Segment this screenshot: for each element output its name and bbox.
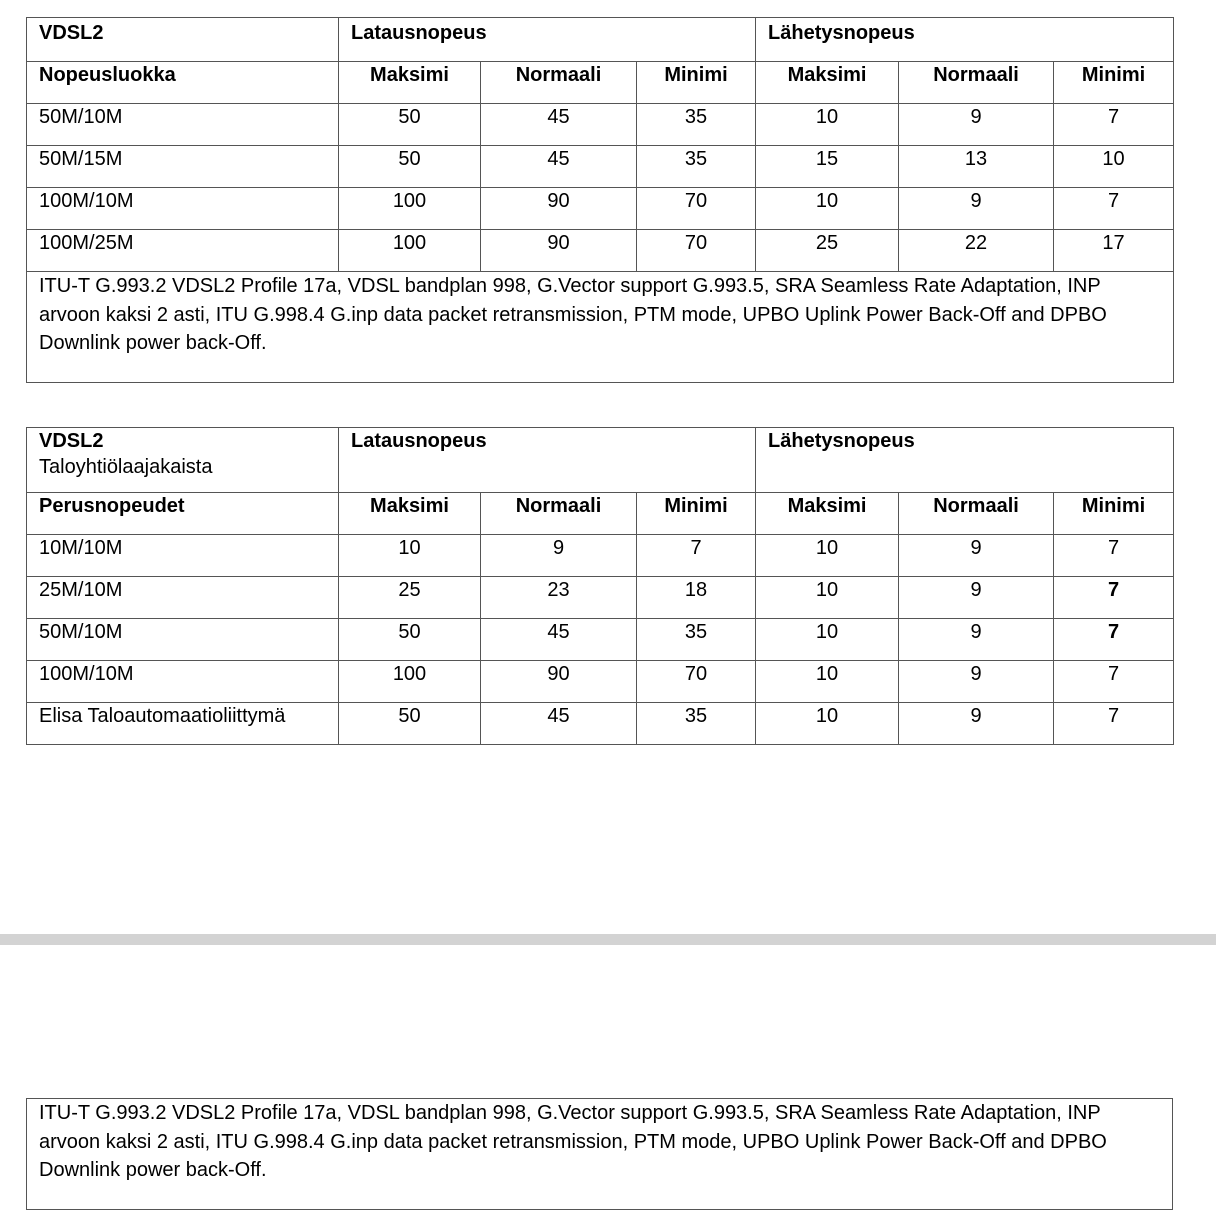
cell-value: 35	[637, 146, 756, 188]
column-header: Normaali	[899, 493, 1054, 535]
cell-value: 25	[756, 230, 899, 272]
row-label: Elisa Taloautomaatioliittymä	[27, 703, 339, 745]
column-header: Maksimi	[339, 62, 481, 104]
table-title: VDSL2	[27, 18, 339, 62]
cell-value: 25	[339, 577, 481, 619]
vdsl2-housing-company-table	[26, 427, 1174, 745]
table-row	[27, 535, 1174, 577]
cell-value: 9	[899, 535, 1054, 577]
cell-value: 45	[481, 104, 637, 146]
column-header: Maksimi	[756, 62, 899, 104]
cell-value: 7	[1054, 619, 1174, 661]
column-header: Normaali	[481, 62, 637, 104]
cell-value: 90	[481, 230, 637, 272]
cell-value: 90	[481, 188, 637, 230]
cell-value: 45	[481, 703, 637, 745]
table-row	[27, 577, 1174, 619]
column-header: Normaali	[899, 62, 1054, 104]
upload-group-header: Lähetysnopeus	[756, 18, 1174, 62]
cell-value: 7	[637, 535, 756, 577]
cell-value: 10	[756, 661, 899, 703]
table-title: VDSL2	[39, 430, 104, 452]
cell-value: 70	[637, 230, 756, 272]
table-group-header-row	[27, 428, 1174, 493]
cell-value: 17	[1054, 230, 1174, 272]
cell-value: 100	[339, 188, 481, 230]
table-note-row	[27, 272, 1174, 383]
cell-value: 22	[899, 230, 1054, 272]
column-header: Minimi	[637, 62, 756, 104]
table-row	[27, 104, 1174, 146]
cell-value: 50	[339, 146, 481, 188]
row-label: 50M/10M	[27, 619, 339, 661]
column-header: Normaali	[481, 493, 637, 535]
cell-value: 7	[1054, 577, 1174, 619]
cell-value: 10	[756, 703, 899, 745]
cell-value: 100	[339, 230, 481, 272]
upload-group-header: Lähetysnopeus	[756, 428, 1174, 493]
cell-value: 7	[1054, 703, 1174, 745]
table-row	[27, 619, 1174, 661]
row-header-label: Nopeusluokka	[27, 62, 339, 104]
column-header: Minimi	[1054, 62, 1174, 104]
table-column-header-row	[27, 62, 1174, 104]
cell-value: 9	[899, 104, 1054, 146]
table-row	[27, 146, 1174, 188]
table-row	[27, 703, 1174, 745]
row-label: 100M/10M	[27, 661, 339, 703]
table-title-cell	[27, 428, 339, 493]
cell-value: 70	[637, 188, 756, 230]
row-label: 50M/10M	[27, 104, 339, 146]
download-group-header: Latausnopeus	[339, 428, 756, 493]
cell-value: 10	[1054, 146, 1174, 188]
table-group-header-row	[27, 18, 1174, 62]
table-row	[27, 230, 1174, 272]
cell-value: 70	[637, 661, 756, 703]
cell-value: 35	[637, 104, 756, 146]
technical-note: ITU-T G.993.2 VDSL2 Profile 17a, VDSL bandplan 998, G.Vector support G.993.5, SRA Seamless Rate Adaptation, INP arvoon kaksi 2 asti, ITU G.998.4 G.inp data packet retransmission, PTM mode, UPBO Uplink Power Back-Off and DPBO Downlink power back-Off.	[27, 272, 1174, 383]
cell-value: 10	[756, 619, 899, 661]
cell-value: 10	[756, 577, 899, 619]
column-header: Maksimi	[339, 493, 481, 535]
cell-value: 9	[899, 577, 1054, 619]
cell-value: 100	[339, 661, 481, 703]
cell-value: 9	[899, 703, 1054, 745]
vdsl2-speed-table	[26, 17, 1174, 383]
row-label: 25M/10M	[27, 577, 339, 619]
table-subtitle: Taloyhtiölaajakaista	[39, 456, 213, 478]
cell-value: 7	[1054, 188, 1174, 230]
cell-value: 10	[756, 188, 899, 230]
column-header: Minimi	[1054, 493, 1174, 535]
cell-value: 45	[481, 619, 637, 661]
download-group-header: Latausnopeus	[339, 18, 756, 62]
cell-value: 9	[899, 188, 1054, 230]
cell-value: 9	[899, 661, 1054, 703]
cell-value: 35	[637, 703, 756, 745]
cell-value: 7	[1054, 104, 1174, 146]
cell-value: 9	[899, 619, 1054, 661]
cell-value: 35	[637, 619, 756, 661]
cell-value: 10	[756, 535, 899, 577]
row-header-label: Perusnopeudet	[27, 493, 339, 535]
cell-value: 15	[756, 146, 899, 188]
row-label: 100M/10M	[27, 188, 339, 230]
cell-value: 10	[339, 535, 481, 577]
cell-value: 10	[756, 104, 899, 146]
table-row	[27, 188, 1174, 230]
column-header: Maksimi	[756, 493, 899, 535]
cell-value: 50	[339, 104, 481, 146]
cell-value: 9	[481, 535, 637, 577]
page-break-divider	[0, 934, 1216, 945]
cell-value: 18	[637, 577, 756, 619]
row-label: 100M/25M	[27, 230, 339, 272]
row-label: 50M/15M	[27, 146, 339, 188]
cell-value: 7	[1054, 535, 1174, 577]
cell-value: 7	[1054, 661, 1174, 703]
table-column-header-row	[27, 493, 1174, 535]
cell-value: 50	[339, 703, 481, 745]
column-header: Minimi	[637, 493, 756, 535]
cell-value: 50	[339, 619, 481, 661]
table-row	[27, 661, 1174, 703]
cell-value: 13	[899, 146, 1054, 188]
cell-value: 45	[481, 146, 637, 188]
bottom-technical-note: ITU-T G.993.2 VDSL2 Profile 17a, VDSL bandplan 998, G.Vector support G.993.5, SRA Seamless Rate Adaptation, INP arvoon kaksi 2 asti, ITU G.998.4 G.inp data packet retransmission, PTM mode, UPBO Uplink Power Back-Off and DPBO Downlink power back-Off.	[26, 1098, 1173, 1210]
cell-value: 90	[481, 661, 637, 703]
cell-value: 23	[481, 577, 637, 619]
row-label: 10M/10M	[27, 535, 339, 577]
